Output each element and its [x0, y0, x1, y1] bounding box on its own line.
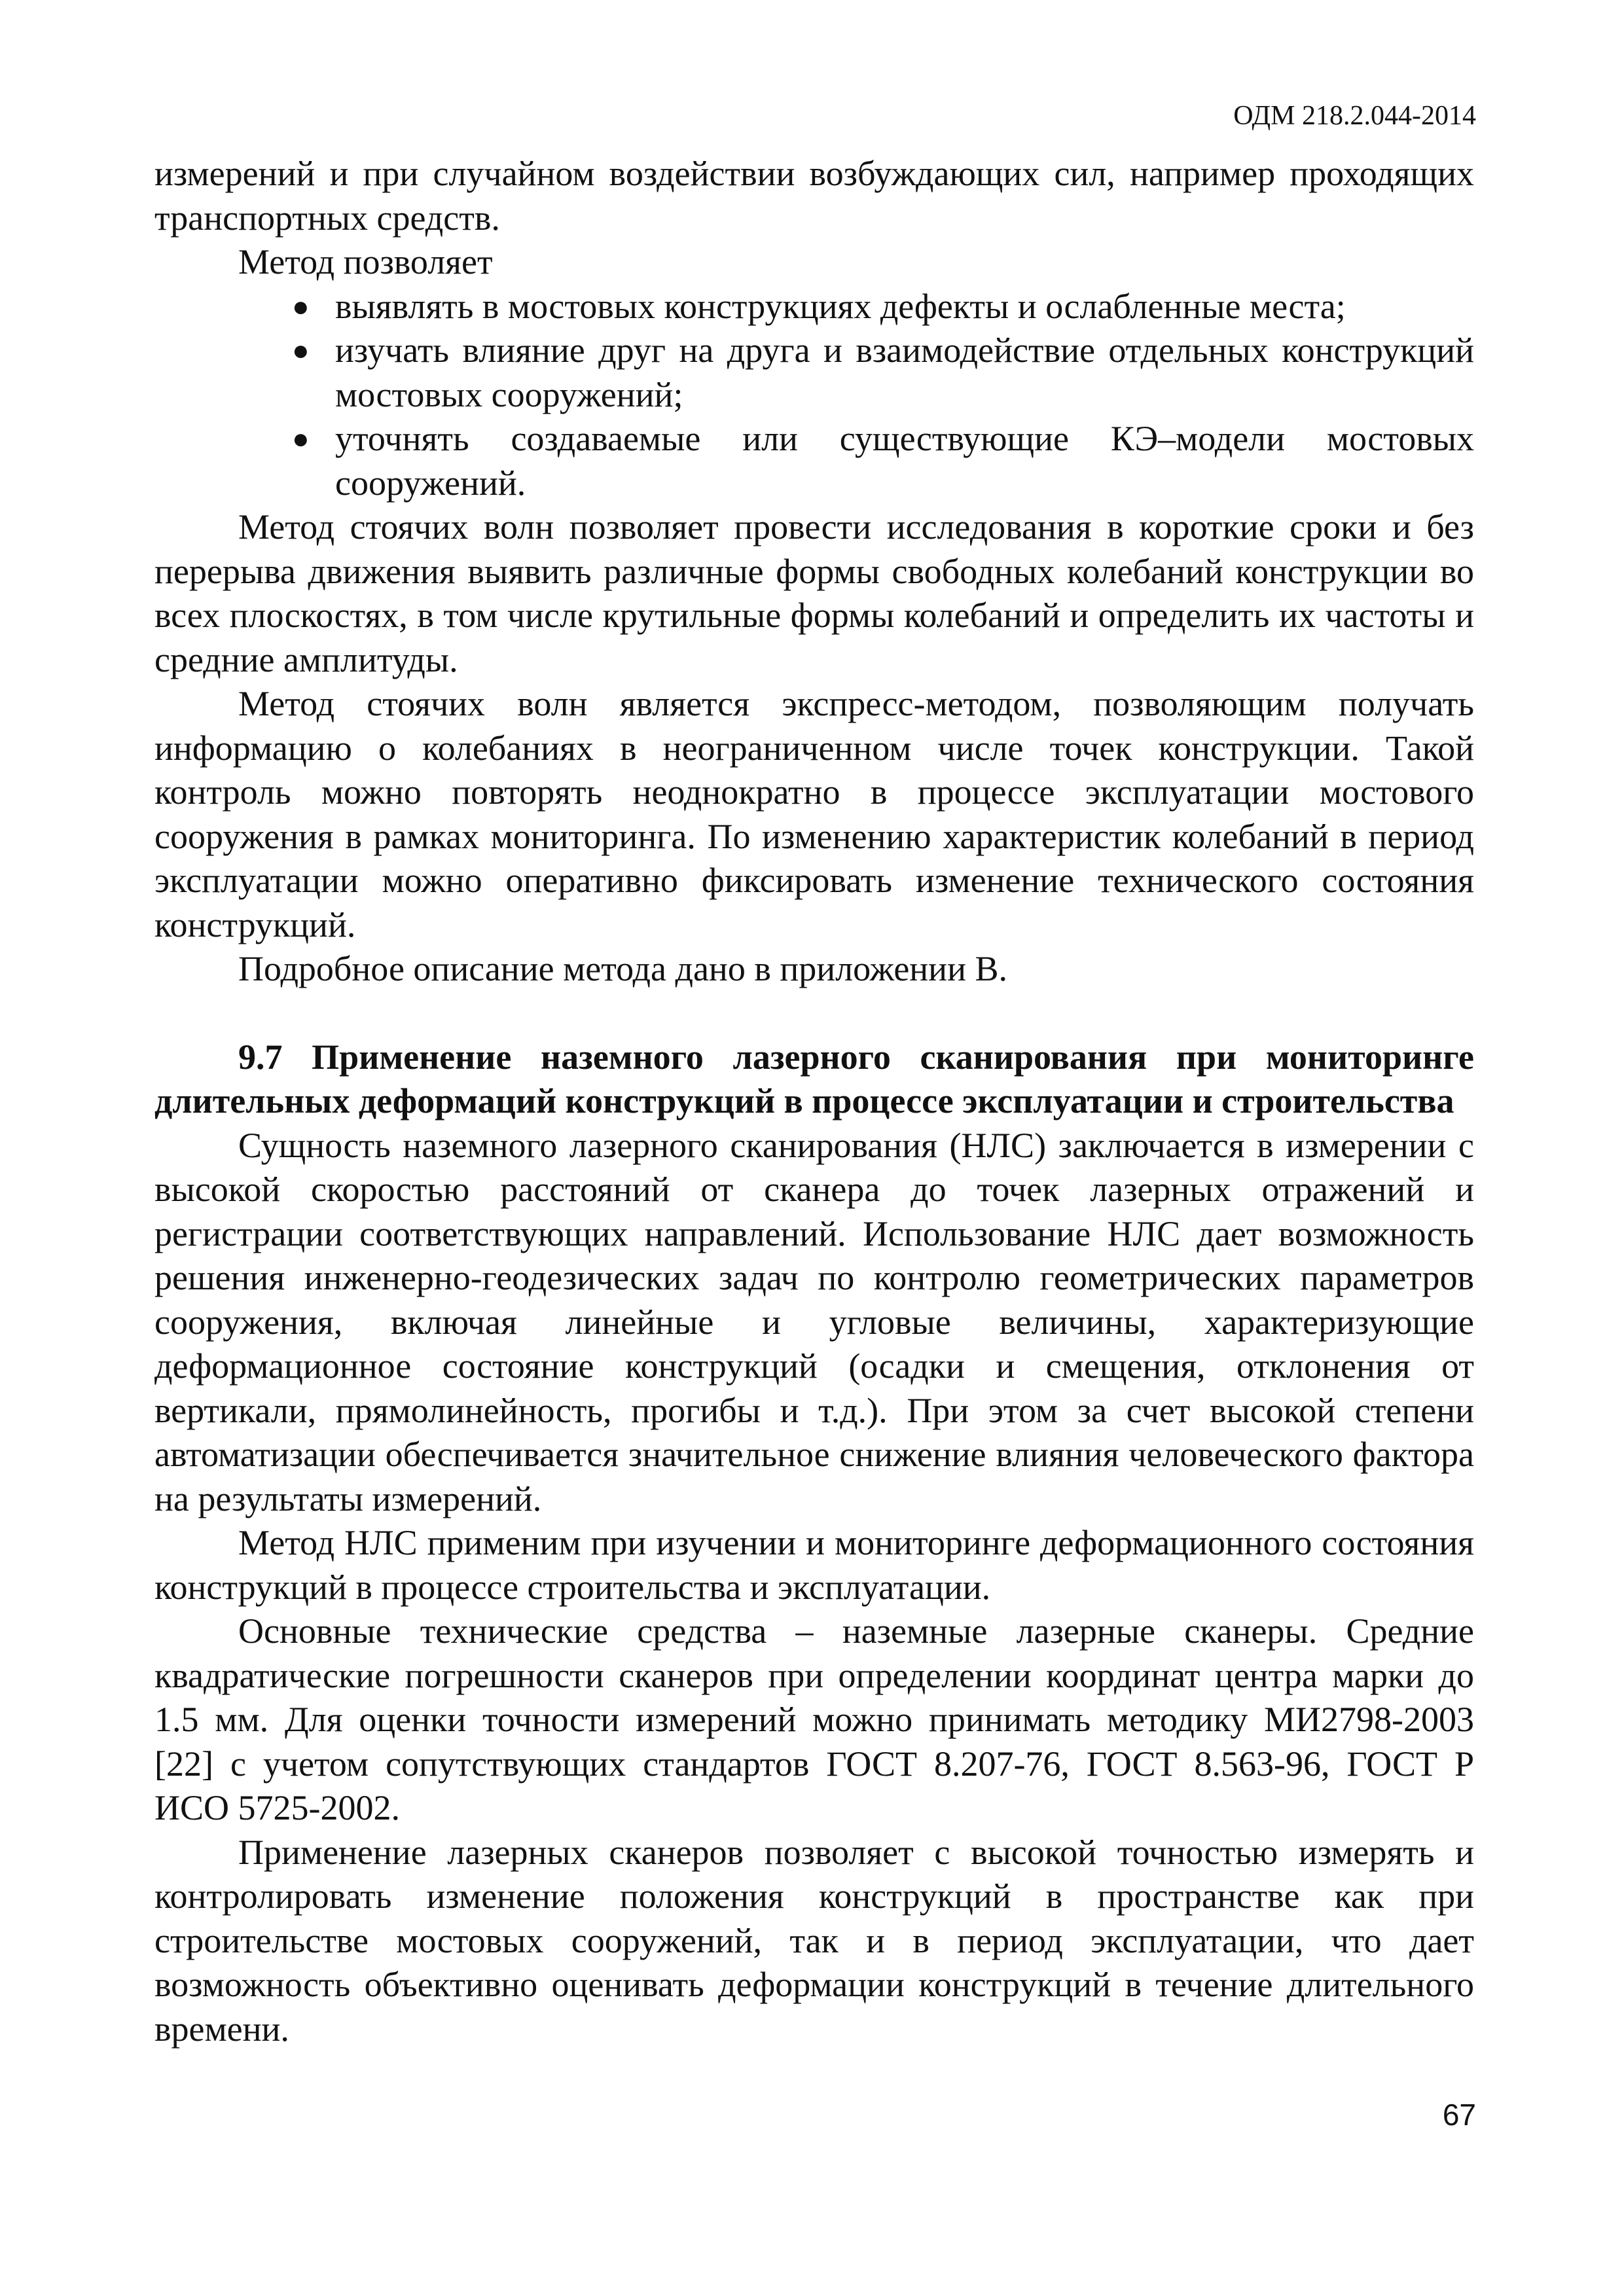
nls-applicable-paragraph: Метод НЛС применим при изучении и мониторинге деформационного состояния конструкций в процессе строительства и эксплуатации. [154, 1523, 1474, 1607]
bullet-icon: ● [292, 290, 310, 323]
list-item [292, 285, 1474, 329]
appendix-reference-paragraph: Подробное описание метода дано в приложении В. [238, 949, 1008, 988]
list-item [292, 329, 1474, 417]
nls-tools-paragraph: Основные технические средства – наземные лазерные сканеры. Средние квадратические погрешности сканеров при определении координат центра марки до 1.5 мм. Для оценки точности измерений можно принимать методику МИ2798-2003 [22] с учетом сопутствующих стандартов ГОСТ 8.207-76, ГОСТ 8.563-96, ГОСТ Р ИСО 5725-2002. [154, 1611, 1474, 1827]
standing-waves-paragraph-1: Метод стоячих волн позволяет провести исследования в короткие сроки и без перерыва движения выявить различные формы свободных колебаний конструкции во всех плоскостях, в том числе крутильные формы колебаний и определить их частоты и средние амплитуды. [154, 507, 1474, 679]
page-number: 67 [1442, 2098, 1476, 2132]
nls-essence-paragraph: Сущность наземного лазерного сканирования (НЛС) заключается в измерении с высокой скоростью расстояний от сканера до точек лазерных отражений и регистрации соответствующих направлений. Использование НЛС дает возможность решения инженерно-геодезических задач по контролю геометрических параметров сооружения, включая линейные и угловые величины, характеризующие деформационное состояние конструкций (осадки и смещения, отклонения от вертикали, прямолинейность, прогибы и т.д.). При этом за счет высокой степени автоматизации обеспечивается значительное снижение влияния человеческого фактора на результаты измерений. [154, 1125, 1474, 1518]
nls-usage-paragraph: Применение лазерных сканеров позволяет с высокой точностью измерять и контролировать изменение положения конструкций в пространстве как при строительстве мостовых сооружений, так и в период эксплуатации, что дает возможность объективно оценивать деформации конструкций в течение длительного времени. [154, 1832, 1474, 2049]
list-item-text: выявлять в мостовых конструкциях дефекты и ослабленные места; [335, 286, 1346, 326]
bullet-icon: ● [292, 334, 310, 367]
page-content [154, 152, 1474, 2051]
continuation-paragraph: измерений и при случайном воздействии возбуждающих сил, например проходящих транспортных средств. [154, 154, 1474, 238]
method-allows-paragraph: Метод позволяет [238, 242, 493, 281]
bullet-icon: ● [292, 423, 310, 455]
method-capabilities-list [154, 285, 1474, 506]
section-heading: 9.7 Применение наземного лазерного сканирования при мониторинге длительных деформаций конструкций в процессе эксплуатации и строительства [154, 1037, 1474, 1121]
standing-waves-paragraph-2: Метод стоячих волн является экспресс-методом, позволяющим получать информацию о колебаниях в неограниченном числе точек конструкции. Такой контроль можно повторять неоднократно в процессе эксплуатации мостового сооружения в рамках мониторинга. По изменению характеристик колебаний в период эксплуатации можно оперативно фиксировать изменение технического состояния конструкций. [154, 684, 1474, 944]
list-item-text: уточнять создаваемые или существующие КЭ–модели мостовых сооружений. [335, 419, 1474, 503]
list-item-text: изучать влияние друг на друга и взаимодействие отдельных конструкций мостовых сооружений; [335, 331, 1474, 414]
document-code-header: ОДМ 218.2.044-2014 [1233, 101, 1476, 131]
list-item [292, 417, 1474, 505]
